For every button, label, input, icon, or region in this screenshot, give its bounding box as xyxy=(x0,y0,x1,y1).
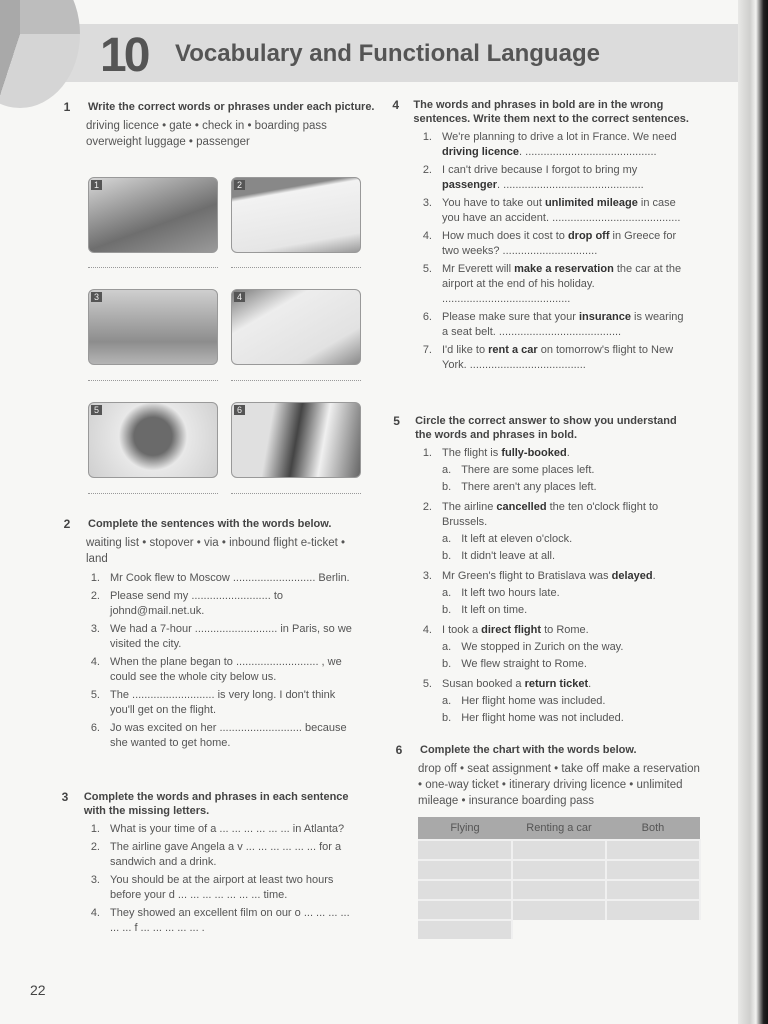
item-number: 5. xyxy=(422,678,432,690)
chart-cell[interactable] xyxy=(418,900,512,920)
unit-number: 10 xyxy=(100,29,148,82)
item-number: 4. xyxy=(90,656,100,668)
list-item xyxy=(86,571,360,586)
answer-line xyxy=(88,379,218,381)
list-item xyxy=(418,623,692,674)
bold-term: fully-booked xyxy=(501,447,567,459)
answer-line xyxy=(88,492,218,494)
item-text: You should be at the airport at least two hours before your d ... ... ... ... ... ... ... time. xyxy=(110,874,334,901)
chart-cell[interactable] xyxy=(606,860,700,880)
photo-1: 1 xyxy=(88,177,218,253)
option-letter: b. xyxy=(442,712,452,724)
item-number: 1. xyxy=(90,572,100,584)
answer-line xyxy=(231,266,361,268)
answer-option-a[interactable] xyxy=(442,532,692,547)
chart-cell[interactable] xyxy=(512,880,606,900)
item-post: the ten o'clock flight to Brussels. xyxy=(442,501,659,528)
item-number: 1. xyxy=(422,131,432,143)
item-text: Mr Cook flew to Moscow ........................... Berlin. xyxy=(110,572,350,584)
item-number: 1. xyxy=(90,823,100,835)
option-letter: b. xyxy=(442,658,452,670)
option-letter: a. xyxy=(442,533,452,545)
option-letter: a. xyxy=(442,464,452,476)
word-box: waiting list • stopover • via • inbound flight e-ticket • land xyxy=(86,537,346,565)
option-text: There aren't any places left. xyxy=(461,481,597,493)
item-pre: I can't drive because I forgot to bring my xyxy=(442,164,638,176)
option-text: We stopped in Zurich on the way. xyxy=(461,641,624,653)
item-number: 4. xyxy=(422,230,432,242)
answer-option-a[interactable] xyxy=(442,586,692,601)
item-number: 5. xyxy=(422,263,432,275)
list-item xyxy=(418,446,692,497)
list-item xyxy=(418,163,692,193)
item-text xyxy=(442,500,692,530)
item-text xyxy=(442,310,692,340)
photo-5: 5 xyxy=(88,402,218,478)
item-post: . xyxy=(652,570,656,582)
list-item xyxy=(86,873,360,903)
item-number: 3. xyxy=(90,874,100,886)
item-post: in Greece for two weeks? ............................... xyxy=(442,230,677,257)
chart-cell[interactable] xyxy=(512,860,606,880)
list-item xyxy=(418,130,692,160)
item-text: The ........................... is very long. I don't think you'll get on the flight. xyxy=(110,689,336,716)
exercise-2 xyxy=(60,517,360,754)
item-list xyxy=(86,571,360,751)
answer-options xyxy=(442,530,692,566)
option-text: We flew straight to Rome. xyxy=(461,658,587,670)
list-item xyxy=(86,840,360,870)
list-item xyxy=(86,622,360,652)
chart-cell[interactable] xyxy=(606,840,700,860)
exercise-number: 5 xyxy=(393,414,400,428)
item-text: Jo was excited on her ........................... because she wanted to get home. xyxy=(110,722,347,749)
bold-term: cancelled xyxy=(496,501,547,513)
exercise-3 xyxy=(60,790,360,939)
item-number: 2. xyxy=(422,501,432,513)
exercise-instruction: Circle the correct answer to show you understand the words and phrases in bold. xyxy=(415,415,677,441)
bold-term: make a reservation xyxy=(514,263,614,275)
bold-term: driving licence xyxy=(442,146,520,158)
bold-term: direct flight xyxy=(481,624,542,636)
item-post: . xyxy=(588,678,592,690)
list-item xyxy=(418,310,692,340)
chart-cell[interactable] xyxy=(418,880,512,900)
bold-term: delayed xyxy=(611,570,653,582)
exercise-1 xyxy=(60,100,380,150)
item-number: 1. xyxy=(422,447,432,459)
answer-option-a[interactable] xyxy=(442,640,692,655)
exercise-number: 1 xyxy=(63,100,71,114)
item-number: 6. xyxy=(90,722,100,734)
exercise-5 xyxy=(392,414,692,731)
item-post: is wearing a seat belt. ........................................ xyxy=(442,311,684,338)
exercise-4 xyxy=(392,98,692,376)
chart-cell[interactable] xyxy=(606,900,700,920)
exercise-number: 6 xyxy=(395,743,403,757)
answer-option-b[interactable] xyxy=(442,657,692,672)
list-item xyxy=(418,500,692,566)
item-text xyxy=(442,196,692,226)
item-post: the car at the airport at the end of his holiday. .......................................... xyxy=(442,263,682,305)
item-post: . xyxy=(566,447,570,459)
answer-options xyxy=(442,584,692,620)
exercise-instruction: Complete the sentences with the words below. xyxy=(88,518,332,530)
item-number: 2. xyxy=(90,841,100,853)
exercise-number: 3 xyxy=(61,790,69,804)
item-number: 2. xyxy=(90,590,100,602)
bold-term: unlimited mileage xyxy=(544,197,638,209)
list-item xyxy=(86,822,360,837)
chart-cell[interactable] xyxy=(418,920,512,939)
item-pre: The airline xyxy=(442,501,497,513)
item-text: The airline gave Angela a v ... ... ... ... ... ... for a sandwich and a drink. xyxy=(110,841,342,868)
item-number: 4. xyxy=(90,907,100,919)
item-pre: Mr Green's flight to Bratislava was xyxy=(442,570,612,582)
answer-line xyxy=(231,379,361,381)
option-text: It left at eleven o'clock. xyxy=(461,533,573,545)
list-item xyxy=(86,589,360,619)
list-item xyxy=(418,229,692,259)
exercise-instruction: Complete the words and phrases in each sentence with the missing letters. xyxy=(83,791,349,817)
item-text xyxy=(442,163,692,193)
chart-cell[interactable] xyxy=(418,840,512,860)
option-text: It left on time. xyxy=(461,604,528,616)
option-text: It didn't leave at all. xyxy=(461,550,556,562)
item-text: Please send my .......................... to johnd@mail.net.uk. xyxy=(110,590,284,617)
list-item xyxy=(418,262,692,307)
item-text xyxy=(442,677,591,692)
item-number: 6. xyxy=(422,311,432,323)
item-pre: I'd like to xyxy=(442,344,489,356)
bold-term: insurance xyxy=(578,311,631,323)
photo-3: 3 xyxy=(88,289,218,365)
answer-option-b[interactable] xyxy=(442,603,692,618)
answer-options xyxy=(442,638,692,674)
chart-cell[interactable] xyxy=(606,880,700,900)
chart-header-flying: Flying xyxy=(418,817,512,840)
item-text xyxy=(442,130,692,160)
answer-line xyxy=(231,492,361,494)
list-item xyxy=(418,677,692,728)
item-post: to Rome. xyxy=(541,624,589,636)
item-post: . ........................................... xyxy=(519,146,657,158)
chart-header-renting: Renting a car xyxy=(512,817,606,840)
item-pre: We're planning to drive a lot in France. We need xyxy=(442,131,677,143)
photo-6: 6 xyxy=(231,402,361,478)
answer-options xyxy=(442,461,692,497)
exercise-number: 2 xyxy=(63,517,71,531)
list-item xyxy=(86,655,360,685)
option-text: There are some places left. xyxy=(461,464,595,476)
item-number: 5. xyxy=(90,689,100,701)
chart-cell[interactable] xyxy=(512,840,606,860)
item-post: on tomorrow's flight to New York. ...................................... xyxy=(442,344,674,371)
list-item xyxy=(418,196,692,226)
item-pre: I took a xyxy=(442,624,482,636)
option-text: Her flight home was not included. xyxy=(461,712,624,724)
exercise-number: 4 xyxy=(392,98,400,112)
item-post: . .............................................. xyxy=(497,179,644,191)
option-letter: b. xyxy=(442,604,452,616)
answer-option-b[interactable] xyxy=(442,480,692,495)
exercise-instruction: Write the correct words or phrases under each picture. xyxy=(88,101,375,113)
bold-term: return ticket xyxy=(524,678,589,690)
item-text xyxy=(442,229,692,259)
item-list xyxy=(86,822,360,936)
list-item xyxy=(86,688,360,718)
item-list xyxy=(418,446,692,728)
option-text: Her flight home was included. xyxy=(461,695,606,707)
answer-option-a[interactable] xyxy=(442,694,692,709)
option-letter: a. xyxy=(442,641,452,653)
item-pre: Mr Everett will xyxy=(442,263,515,275)
item-number: 3. xyxy=(422,570,432,582)
item-post: in case you have an accident. .......................................... xyxy=(442,197,681,224)
bold-term: passenger xyxy=(442,179,498,191)
item-number: 4. xyxy=(422,624,432,636)
unit-title: Vocabulary and Functional Language xyxy=(175,40,600,67)
item-text xyxy=(442,262,692,307)
option-letter: b. xyxy=(442,481,452,493)
photo-4: 4 xyxy=(231,289,361,365)
exercise-6 xyxy=(392,743,702,939)
option-letter: b. xyxy=(442,550,452,562)
option-text: It left two hours late. xyxy=(461,587,560,599)
item-pre: Susan booked a xyxy=(442,678,525,690)
exercise-instruction: Complete the chart with the words below. xyxy=(420,744,637,756)
page-number: 22 xyxy=(30,982,46,998)
item-number: 7. xyxy=(422,344,432,356)
item-number: 3. xyxy=(90,623,100,635)
exercise-instruction: The words and phrases in bold are in the wrong sentences. Write them next to the correct sentences. xyxy=(413,99,689,125)
corner-decoration xyxy=(0,0,80,108)
list-item xyxy=(86,721,360,751)
vocabulary-chart xyxy=(418,817,701,939)
answer-option-a[interactable] xyxy=(442,463,692,478)
item-text: They showed an excellent film on our o ... ... ... ... ... ... f ... ... ... ... ... . xyxy=(110,907,350,934)
item-text xyxy=(442,623,589,638)
photo-2: 2 xyxy=(231,177,361,253)
item-list xyxy=(418,130,692,373)
answer-options xyxy=(442,692,692,728)
list-item xyxy=(418,569,692,620)
item-text: What is your time of a ... ... ... ... ... ... in Atlanta? xyxy=(110,823,345,835)
book-spine xyxy=(738,0,768,1024)
item-text xyxy=(442,569,656,584)
item-pre: You have to take out xyxy=(442,197,545,209)
word-box: driving licence • gate • check in • boarding pass overweight luggage • passenger xyxy=(86,120,327,148)
item-number: 2. xyxy=(422,164,432,176)
list-item xyxy=(86,906,360,936)
chart-cell[interactable] xyxy=(418,860,512,880)
answer-line xyxy=(88,266,218,268)
item-pre: Please make sure that your xyxy=(442,311,579,323)
chart-cell[interactable] xyxy=(512,900,606,920)
chart-header-both: Both xyxy=(606,817,700,840)
list-item xyxy=(418,343,692,373)
bold-term: drop off xyxy=(567,230,610,242)
item-text: When the plane began to ........................... , we could see the whole city below us. xyxy=(110,656,342,683)
bold-term: rent a car xyxy=(488,344,538,356)
item-text: We had a 7-hour ........................... in Paris, so we visited the city. xyxy=(110,623,352,650)
word-box: drop off • seat assignment • take off make a reservation • one-way ticket • itinerary driving licence • unlimited mileage • insurance boarding pass xyxy=(418,763,700,807)
item-number: 3. xyxy=(422,197,432,209)
answer-option-b[interactable] xyxy=(442,549,692,564)
item-pre: The flight is xyxy=(442,447,502,459)
option-letter: a. xyxy=(442,587,452,599)
option-letter: a. xyxy=(442,695,452,707)
item-text xyxy=(442,343,692,373)
item-text xyxy=(442,446,570,461)
item-pre: How much does it cost to xyxy=(442,230,568,242)
answer-option-b[interactable] xyxy=(442,711,692,726)
